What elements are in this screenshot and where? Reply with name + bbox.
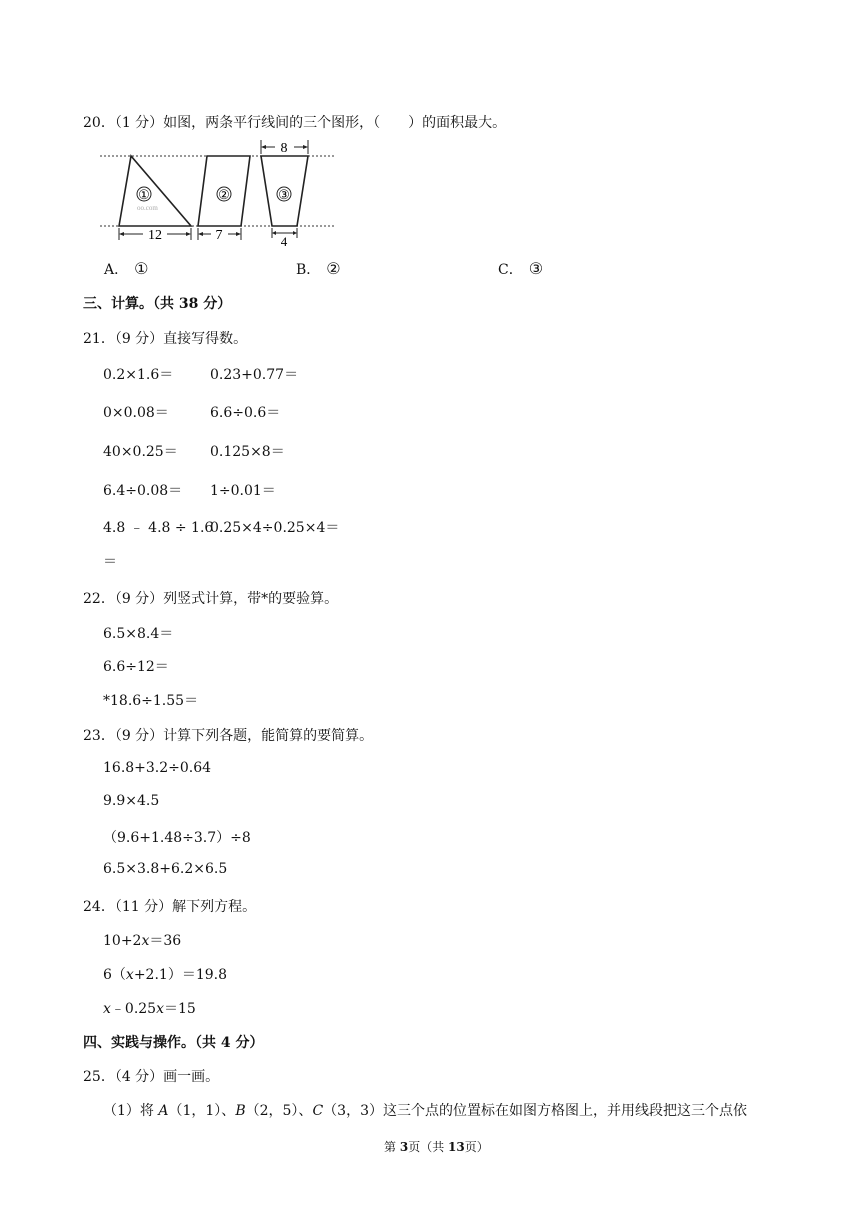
q23-item4: 6.5×3.8+6.2×6.5 — [103, 861, 228, 877]
q21-r1c1: 0.2×1.6＝ — [103, 367, 174, 383]
q21-r2c1: 0×0.08＝ — [103, 405, 169, 421]
q23-item1: 16.8+3.2÷0.64 — [103, 760, 212, 776]
q20-stem: 20．（1 分）如图，两条平行线间的三个图形，（ ）的面积最大。 — [83, 115, 507, 131]
q25-sub1: （1）将 A（1，1）、B（2，5）、C（3，3）这三个点的位置标在如图方格图上，并用线段把这三个点依 — [103, 1103, 747, 1119]
q21-stem: 21．（9 分）直接写得数。 — [83, 331, 248, 347]
section4-heading: 四、实践与操作。（共 4 分） — [83, 1035, 264, 1051]
q22-item2: 6.6÷12＝ — [103, 659, 169, 675]
dim-4: 4 — [280, 234, 288, 249]
q24-eq3: x﹣0.25x＝15 — [103, 1001, 196, 1017]
q22-item3: *18.6÷1.55＝ — [103, 693, 199, 709]
q23-stem: 23．（9 分）计算下列各题，能简算的要简算。 — [83, 728, 374, 744]
q22-stem: 22．（9 分）列竖式计算，带*的要验算。 — [83, 591, 339, 607]
q21-tail: ＝ — [103, 554, 117, 570]
option-b[interactable]: B． ② — [296, 259, 341, 278]
q24-eq2: 6（x+2.1）＝19.8 — [103, 967, 227, 983]
option-c[interactable]: C． ③ — [498, 259, 544, 278]
q21-r1c2: 0.23+0.77＝ — [210, 367, 299, 383]
q24-stem: 24．（11 分）解下列方程。 — [83, 899, 257, 915]
page-footer: 第 3页（共 13页） — [384, 1140, 489, 1154]
q21-r2c2: 6.6÷0.6＝ — [210, 405, 281, 421]
shape3-label: ③ — [278, 187, 290, 202]
option-a[interactable]: A． ① — [104, 259, 149, 278]
q21-r4c2: 1÷0.01＝ — [210, 483, 276, 499]
watermark: oo.com — [137, 204, 158, 212]
dim-7: 7 — [215, 228, 223, 243]
q20-figure — [95, 138, 355, 250]
q25-stem: 25．（4 分）画一画。 — [83, 1069, 220, 1085]
shape1-label: ① — [138, 187, 150, 202]
q21-r4c1: 6.4÷0.08＝ — [103, 483, 183, 499]
q23-item2: 9.9×4.5 — [103, 793, 160, 809]
section3-heading: 三、计算。（共 38 分） — [83, 296, 232, 312]
q24-eq1: 10+2x＝36 — [103, 933, 182, 949]
dim-8: 8 — [280, 141, 288, 156]
q23-item3: （9.6+1.48÷3.7）÷8 — [103, 830, 251, 846]
q21-r3c2: 0.125×8＝ — [210, 444, 285, 460]
q21-r5c2: 0.25×4÷0.25×4＝ — [210, 520, 340, 536]
dim-12: 12 — [148, 228, 162, 243]
shape2-label: ② — [218, 187, 230, 202]
q22-item1: 6.5×8.4＝ — [103, 626, 174, 642]
triangle-shape — [119, 156, 191, 226]
q21-r5c1: 4.8 ﹣ 4.8 ÷ 1.6 — [103, 520, 214, 536]
q21-r3c1: 40×0.25＝ — [103, 444, 178, 460]
